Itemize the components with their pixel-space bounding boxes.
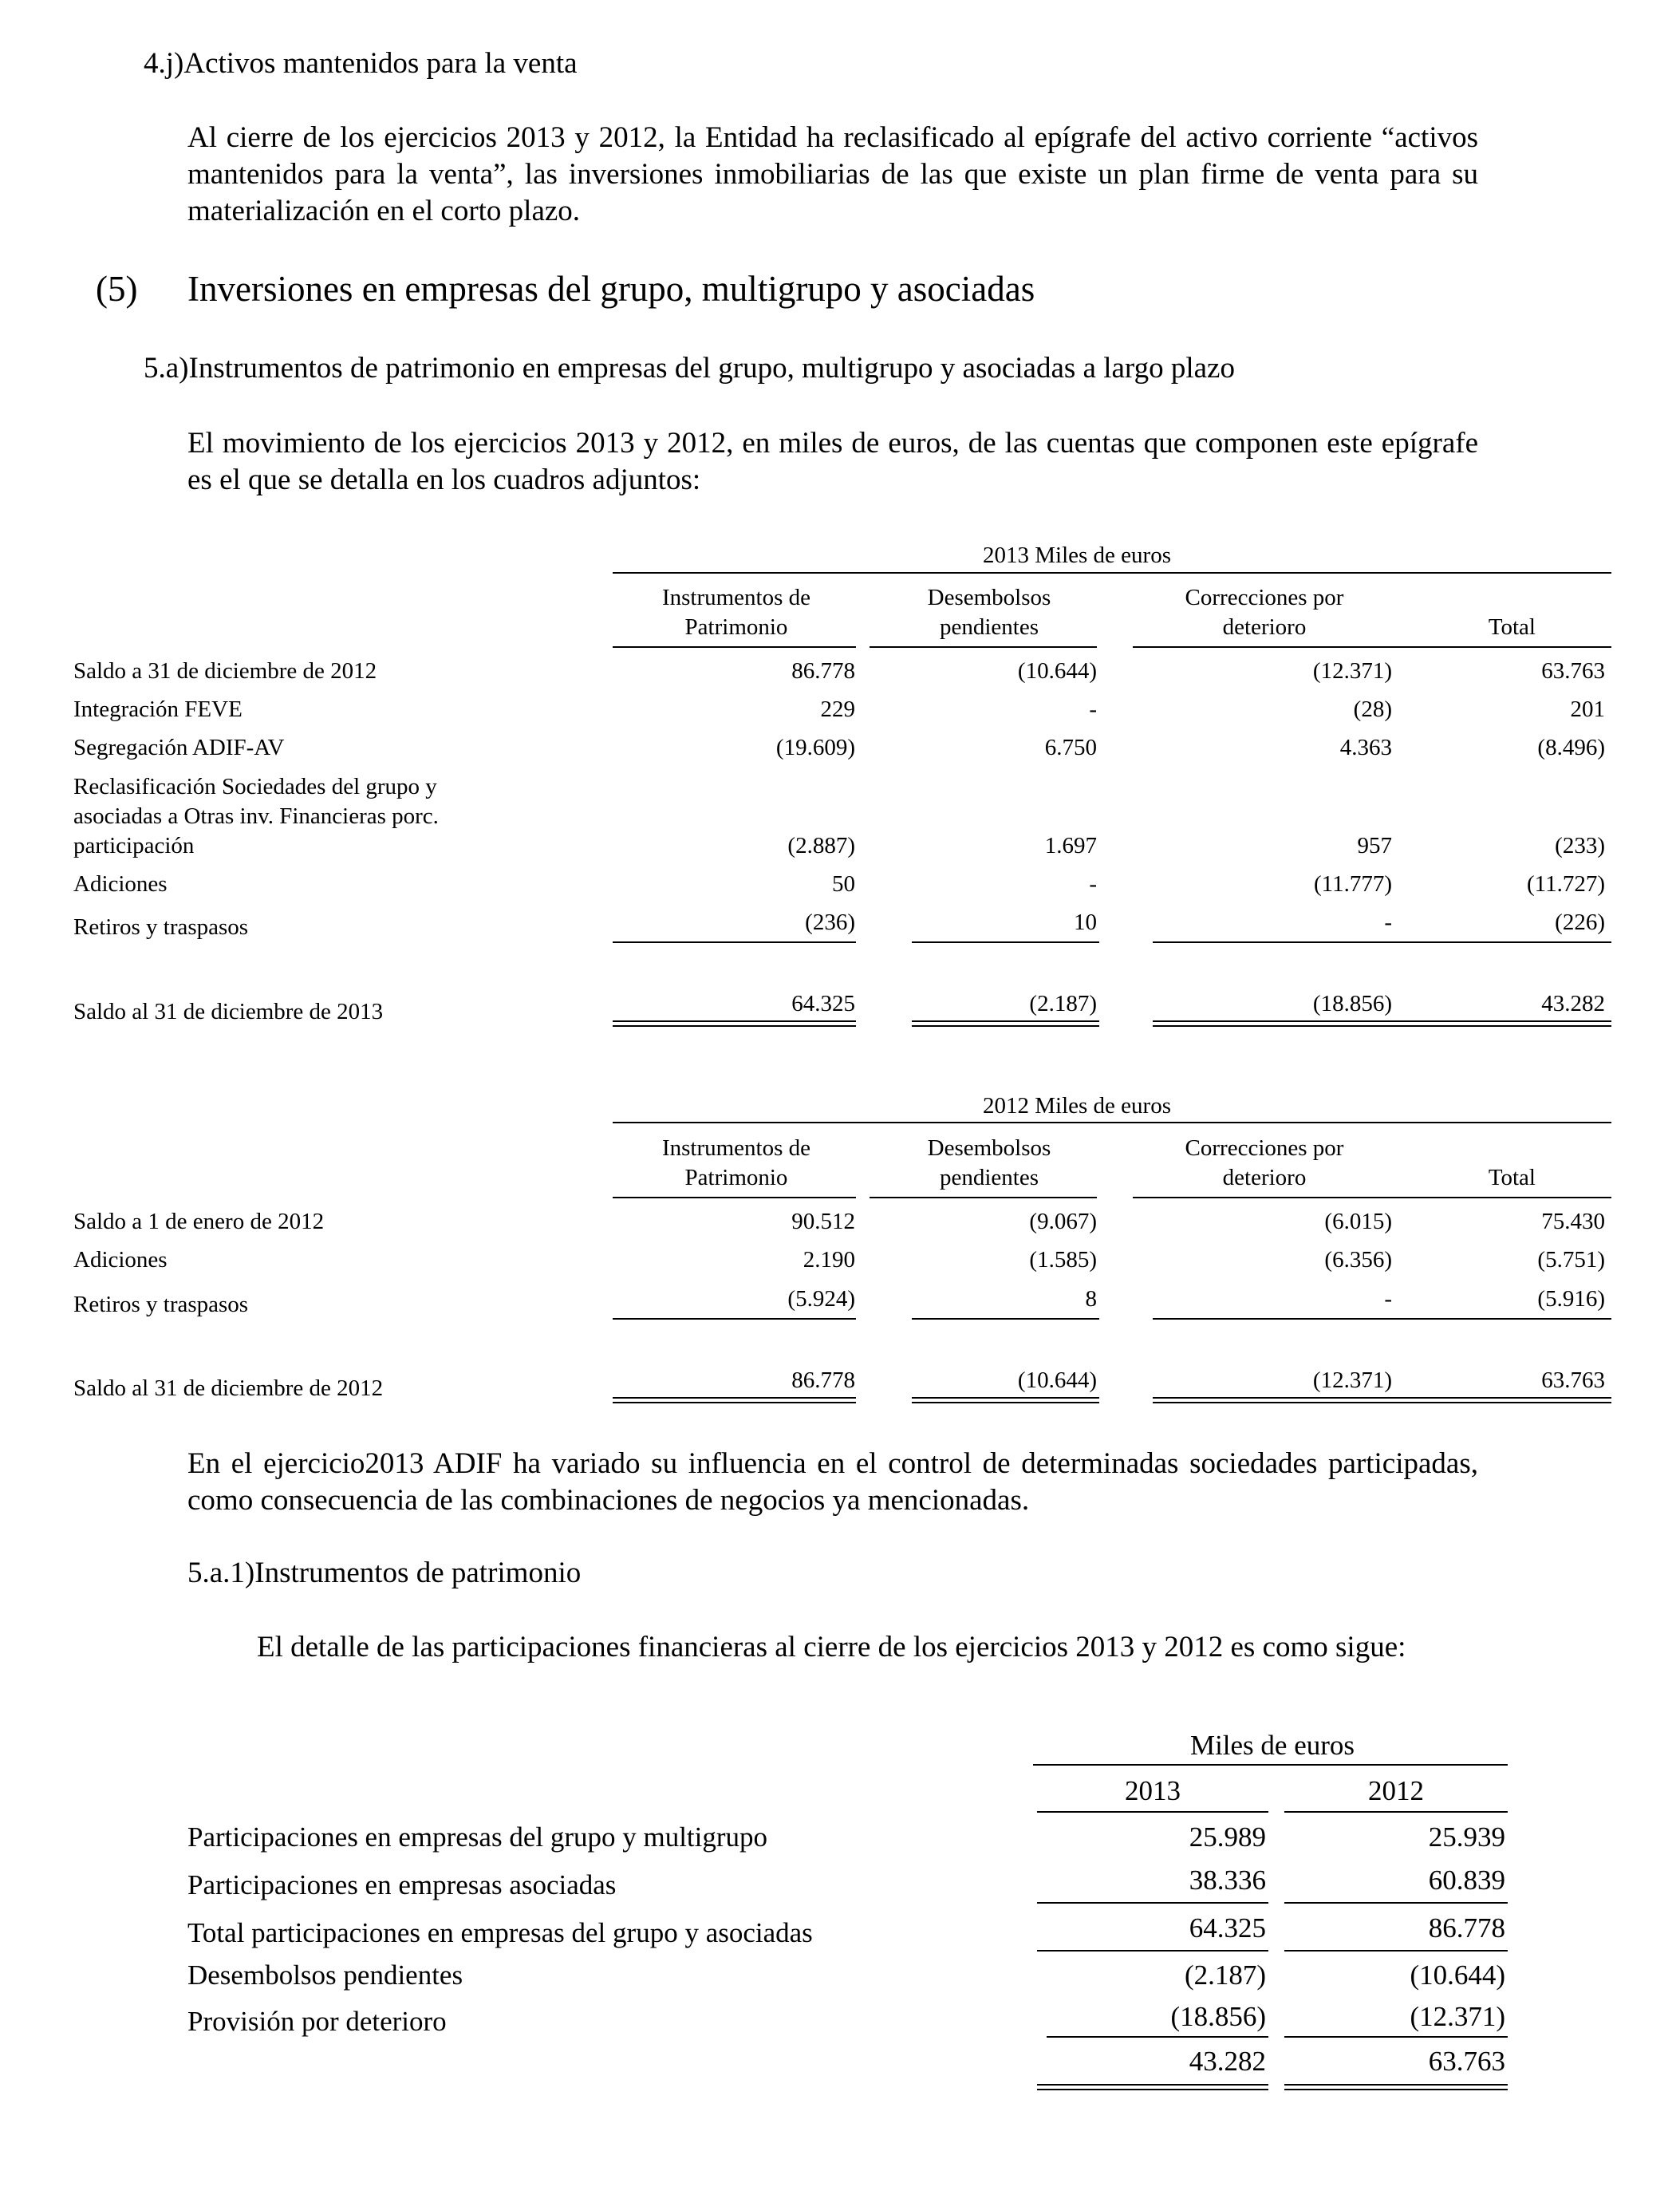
- row-label: participación: [73, 833, 195, 858]
- cell-instrumentos: (236): [805, 910, 855, 935]
- cell-2012: 86.778: [1428, 1912, 1505, 1944]
- cell-2012: 60.839: [1428, 1865, 1505, 1896]
- col-rule: [1133, 1197, 1611, 1198]
- cell-2012: (12.371): [1410, 2001, 1505, 2032]
- row-label: asociadas a Otras inv. Financieras porc.: [73, 803, 439, 829]
- cell-desembolsos: 1.697: [1044, 833, 1097, 858]
- subtotal-rule: [1153, 941, 1611, 943]
- cell-total: 63.763: [1541, 658, 1605, 684]
- heading-5a: 5.a)Instrumentos de patrimonio en empresas del grupo, multigrupo y asociadas a largo plazo: [144, 352, 1235, 385]
- cell-instrumentos: 64.325: [791, 991, 855, 1016]
- cell-correcciones: (11.777): [1314, 871, 1392, 897]
- cell-desembolsos: (2.187): [1029, 991, 1097, 1016]
- row-label: Saldo al 31 de diciembre de 2012: [73, 1375, 384, 1401]
- row-label: Segregación ADIF-AV: [73, 735, 285, 760]
- cell-correcciones: 4.363: [1339, 735, 1392, 760]
- col-rule: [1133, 646, 1611, 648]
- cell-2013: 25.989: [1189, 1821, 1266, 1853]
- table-caption: Miles de euros: [1189, 1730, 1355, 1761]
- subtotal-rule: [613, 941, 856, 943]
- cell-desembolsos: (10.644): [1017, 658, 1097, 684]
- cell-instrumentos: 229: [820, 697, 855, 722]
- col-header-instrumentos: Patrimonio: [684, 1165, 788, 1190]
- header-rule: [1033, 1764, 1508, 1766]
- row-label: Integración FEVE: [73, 697, 243, 722]
- row-label: Reclasificación Sociedades del grupo y: [73, 774, 437, 799]
- total-double-rule: [1037, 2084, 1268, 2090]
- cell-instrumentos: 2.190: [803, 1247, 855, 1273]
- cell-correcciones: (12.371): [1312, 658, 1392, 684]
- cell-total: (5.916): [1537, 1286, 1605, 1312]
- table-caption: 2013 Miles de euros: [983, 543, 1171, 568]
- cell-correcciones: (28): [1353, 697, 1392, 722]
- row-label: Participaciones en empresas del grupo y multigrupo: [187, 1821, 768, 1853]
- row-label: Participaciones en empresas asociadas: [187, 1869, 617, 1900]
- heading-4j: 4.j)Activos mantenidos para la venta: [144, 47, 578, 80]
- cell-instrumentos: 50: [832, 871, 855, 897]
- col-rule: [870, 646, 1097, 648]
- cell-2012: 25.939: [1428, 1821, 1505, 1853]
- col-header-desembolsos: Desembolsos: [927, 585, 1051, 610]
- heading-5a1: 5.a.1)Instrumentos de patrimonio: [187, 1557, 582, 1589]
- section-5-number: (5): [96, 269, 138, 309]
- col-rule: [613, 1197, 856, 1198]
- cell-correcciones: (18.856): [1312, 991, 1392, 1016]
- cell-instrumentos: (19.609): [775, 735, 855, 760]
- row-label: Total participaciones en empresas del grupo y asociadas: [187, 1917, 813, 1948]
- cell-correcciones: (12.371): [1312, 1367, 1392, 1393]
- cell-desembolsos: (10.644): [1017, 1367, 1097, 1393]
- cell-instrumentos: (5.924): [787, 1286, 855, 1312]
- col-rule: [1284, 1811, 1508, 1813]
- col-header-correcciones: Correcciones por: [1185, 585, 1344, 610]
- cell-total: (11.727): [1527, 871, 1605, 897]
- col-header-desembolsos: pendientes: [939, 614, 1039, 640]
- cell-2013: (2.187): [1184, 1959, 1266, 1991]
- total-double-rule: [1153, 1020, 1611, 1027]
- total-double-rule: [1153, 1397, 1611, 1403]
- cell-total: 43.282: [1541, 991, 1605, 1016]
- col-header-total: Total: [1488, 1165, 1536, 1190]
- row-label: Retiros y traspasos: [73, 1292, 249, 1317]
- cell-total: (233): [1555, 833, 1605, 858]
- cell-2013: (18.856): [1170, 2001, 1266, 2032]
- col-header-desembolsos: Desembolsos: [927, 1135, 1051, 1161]
- subtotal-rule: [613, 1318, 856, 1320]
- subtotal-rule: [1284, 1902, 1508, 1904]
- subtotal-rule: [1284, 1950, 1508, 1952]
- paragraph-5a1: El detalle de las participaciones financieras al cierre de los ejercicios 2013 y 2012 es como sigue:: [257, 1631, 1406, 1663]
- total-double-rule: [912, 1397, 1099, 1403]
- cell-correcciones: (6.015): [1324, 1209, 1392, 1234]
- cell-correcciones: -: [1384, 1286, 1392, 1312]
- col-header-total: Total: [1488, 614, 1536, 640]
- cell-total: 63.763: [1541, 1367, 1605, 1393]
- cell-instrumentos: 86.778: [791, 1367, 855, 1393]
- cell-instrumentos: 90.512: [791, 1209, 855, 1234]
- col-header-correcciones: deterioro: [1222, 614, 1307, 640]
- cell-instrumentos: (2.887): [787, 833, 855, 858]
- cell-2013: 38.336: [1189, 1865, 1266, 1896]
- row-label: Saldo al 31 de diciembre de 2013: [73, 999, 384, 1024]
- col-header-2013: 2013: [1125, 1775, 1181, 1806]
- cell-total: (226): [1555, 910, 1605, 935]
- row-label: Saldo a 31 de diciembre de 2012: [73, 658, 377, 684]
- row-label: Retiros y traspasos: [73, 914, 249, 940]
- subtotal-rule: [1284, 2036, 1508, 2038]
- header-rule: [613, 572, 1611, 574]
- cell-total: (8.496): [1537, 735, 1605, 760]
- cell-instrumentos: 86.778: [791, 658, 855, 684]
- col-header-instrumentos: Patrimonio: [684, 614, 788, 640]
- subtotal-rule: [1047, 2036, 1268, 2038]
- cell-desembolsos: (1.585): [1029, 1247, 1097, 1273]
- row-label: Adiciones: [73, 871, 168, 897]
- subtotal-rule: [1037, 1902, 1268, 1904]
- col-header-2012: 2012: [1368, 1775, 1424, 1806]
- cell-correcciones: 957: [1357, 833, 1392, 858]
- col-header-instrumentos: Instrumentos de: [661, 585, 811, 610]
- col-header-desembolsos: pendientes: [939, 1165, 1039, 1190]
- subtotal-rule: [1037, 1950, 1268, 1952]
- section-5-title: Inversiones en empresas del grupo, multigrupo y asociadas: [187, 269, 1035, 309]
- cell-2013-total: 43.282: [1189, 2046, 1266, 2077]
- cell-desembolsos: 10: [1074, 910, 1097, 935]
- row-label: Provisión por deterioro: [187, 2006, 447, 2037]
- cell-correcciones: (6.356): [1324, 1247, 1392, 1273]
- paragraph-4j: Al cierre de los ejercicios 2013 y 2012, la Entidad ha reclasificado al epígrafe del activo corriente “activos mantenidos para la venta”, las inversiones inmobiliarias de las que existe un plan firme de venta para su materialización en el corto plazo.: [187, 121, 1478, 227]
- paragraph-5a: El movimiento de los ejercicios 2013 y 2012, en miles de euros, de las cuentas que componen este epígrafe es el que se detalla en los cuadros adjuntos:: [187, 427, 1478, 496]
- paragraph-adif: En el ejercicio2013 ADIF ha variado su influencia en el control de determinadas sociedades participadas, como consecuencia de las combinaciones de negocios ya mencionadas.: [187, 1447, 1478, 1517]
- cell-total: 75.430: [1541, 1209, 1605, 1234]
- total-double-rule: [613, 1020, 856, 1027]
- row-label: Adiciones: [73, 1247, 168, 1273]
- cell-total: (5.751): [1537, 1247, 1605, 1273]
- cell-correcciones: -: [1384, 910, 1392, 935]
- col-rule: [1037, 1811, 1268, 1813]
- table-caption: 2012 Miles de euros: [983, 1093, 1171, 1119]
- col-rule: [613, 646, 856, 648]
- col-rule: [870, 1197, 1097, 1198]
- cell-desembolsos: -: [1089, 697, 1097, 722]
- cell-2012-total: 63.763: [1428, 2046, 1505, 2077]
- col-header-instrumentos: Instrumentos de: [661, 1135, 811, 1161]
- header-rule: [613, 1122, 1611, 1123]
- total-double-rule: [912, 1020, 1099, 1027]
- col-header-correcciones: deterioro: [1222, 1165, 1307, 1190]
- subtotal-rule: [912, 1318, 1099, 1320]
- cell-desembolsos: 6.750: [1044, 735, 1097, 760]
- cell-2013: 64.325: [1189, 1912, 1266, 1944]
- col-header-correcciones: Correcciones por: [1185, 1135, 1344, 1161]
- cell-desembolsos: (9.067): [1029, 1209, 1097, 1234]
- total-double-rule: [1284, 2084, 1508, 2090]
- cell-total: 201: [1570, 697, 1605, 722]
- subtotal-rule: [1153, 1318, 1611, 1320]
- subtotal-rule: [912, 941, 1099, 943]
- total-double-rule: [613, 1397, 856, 1403]
- cell-desembolsos: -: [1089, 871, 1097, 897]
- row-label: Saldo a 1 de enero de 2012: [73, 1209, 325, 1234]
- cell-desembolsos: 8: [1085, 1286, 1097, 1312]
- cell-2012: (10.644): [1410, 1959, 1505, 1991]
- row-label: Desembolsos pendientes: [187, 1959, 463, 1991]
